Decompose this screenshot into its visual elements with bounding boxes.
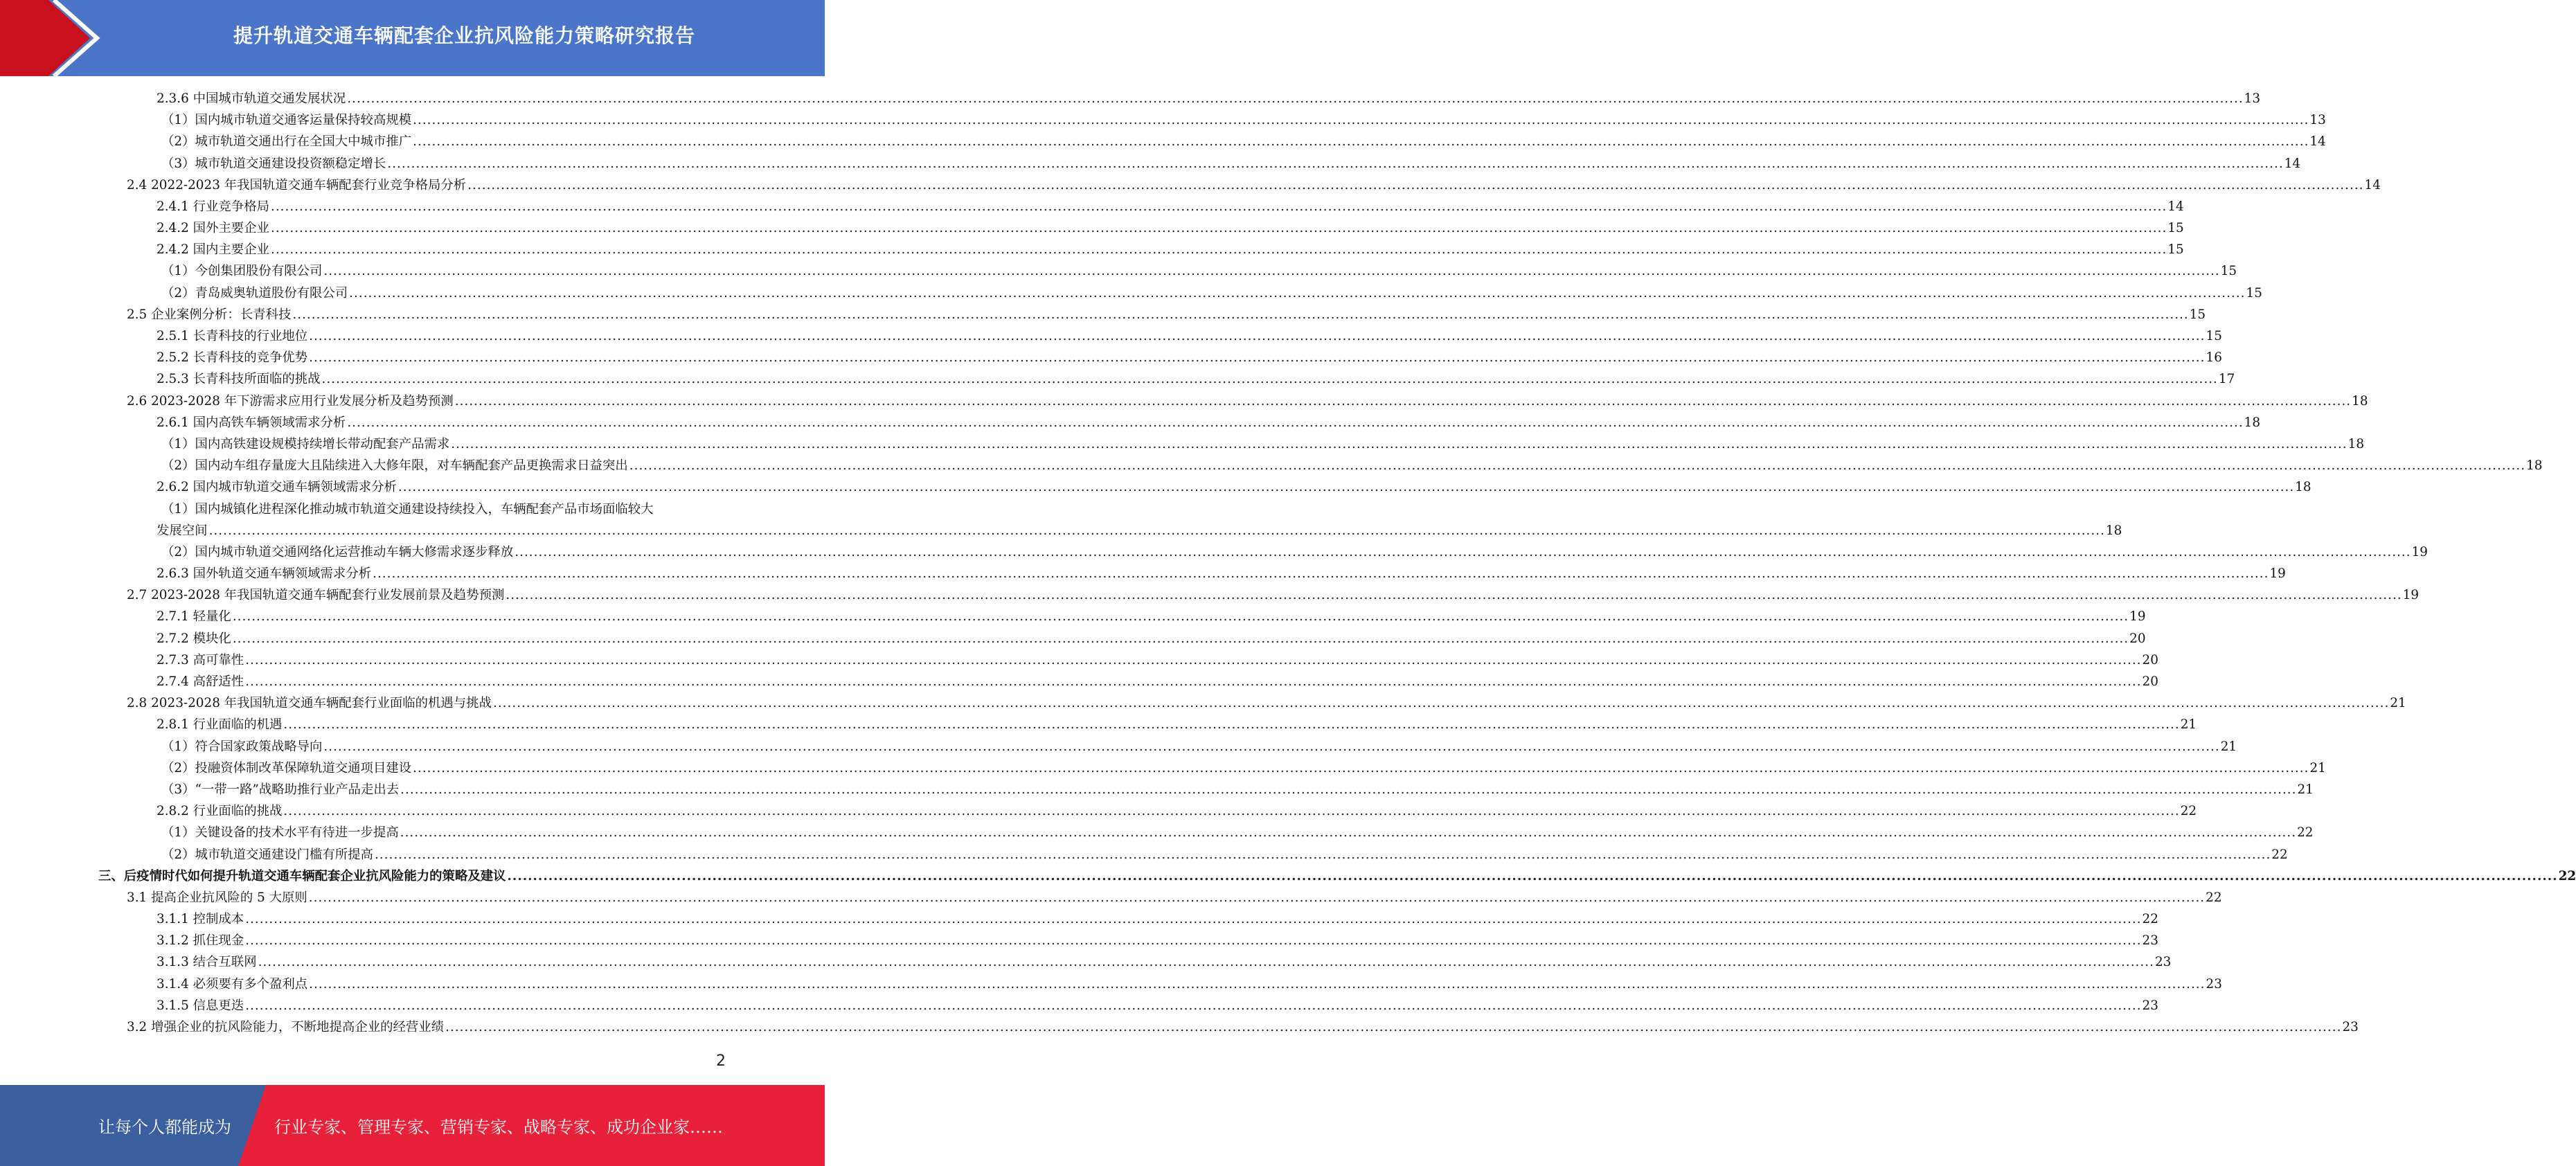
toc-entry[interactable]: [0, 628, 2146, 649]
toc-entry-page: 18: [2526, 458, 2543, 474]
toc-entry-page: 14: [2167, 199, 2184, 214]
toc-entry[interactable]: [0, 433, 2365, 455]
toc-entry-title: 三、后疫情时代如何提升轨道交通车辆配套企业抗风险能力的策略及建议: [98, 868, 506, 884]
toc-entry[interactable]: [0, 304, 2206, 325]
toc-entry-page: 21: [2220, 739, 2237, 754]
toc-entry-title: （3）城市轨道交通建设投资额稳定增长: [161, 156, 386, 171]
toc-dot-leader: ................................................................................................................................................................................................................................................................................................................................................................................................................: [270, 221, 2167, 236]
toc-entry[interactable]: [0, 131, 2326, 152]
toc-dot-leader: ................................................................................................................................................................................................................................................................................................................................................................................................................: [245, 912, 2142, 927]
toc-dot-leader: ................................................................................................................................................................................................................................................................................................................................................................................................................: [400, 825, 2297, 841]
toc-entry-page: 18: [2105, 523, 2122, 538]
toc-entry-title: （1）国内高铁建设规模持续增长带动配套产品需求: [161, 436, 450, 451]
toc-entry-page: 21: [2390, 696, 2406, 711]
toc-dot-leader: ................................................................................................................................................................................................................................................................................................................................................................................................................: [323, 739, 2220, 754]
toc-entry[interactable]: [0, 239, 2184, 260]
toc-entry[interactable]: [0, 499, 825, 520]
toc-entry[interactable]: [0, 995, 2158, 1016]
toc-dot-leader: ................................................................................................................................................................................................................................................................................................................................................................................................................: [629, 458, 2526, 474]
footer-slogan-right: 行业专家、管理专家、营销专家、战略专家、成功企业家……: [274, 1118, 723, 1137]
toc-entry[interactable]: [0, 391, 2368, 412]
toc-entry-title: 2.5.2 长青科技的竞争优势: [156, 350, 308, 366]
toc-entry-title: 2.8 2023-2028 年我国轨道交通车辆配套行业面临的机遇与挑战: [127, 696, 492, 711]
toc-entry-page: 18: [2352, 393, 2368, 409]
toc-entry-page: 22: [2558, 868, 2576, 884]
toc-entry[interactable]: [0, 930, 2158, 951]
toc-entry-title: 3.1.1 控制成本: [156, 912, 244, 927]
toc-entry[interactable]: [0, 476, 2311, 498]
toc-entry[interactable]: [0, 520, 2122, 541]
toc-entry-page: 22: [2206, 890, 2222, 905]
toc-entry[interactable]: [0, 844, 2288, 865]
toc-entry-title: （1）关键设备的技术水平有待进一步提高: [161, 825, 399, 841]
toc-entry[interactable]: [0, 153, 2301, 174]
toc-entry-page: 23: [2206, 976, 2222, 992]
toc-entry-page: 23: [2142, 998, 2158, 1013]
toc-entry-title: （1）符合国家政策战略导向: [161, 739, 323, 754]
toc-dot-leader: ................................................................................................................................................................................................................................................................................................................................................................................................................: [245, 933, 2142, 949]
toc-entry-title: （3）“一带一路”战略助推行业产品走出去: [161, 782, 400, 797]
toc-entry[interactable]: [0, 88, 2261, 109]
toc-entry-page: 19: [2269, 566, 2286, 582]
toc-entry-page: 15: [2206, 329, 2222, 344]
toc-entry-page: 18: [2347, 436, 2365, 451]
toc-dot-leader: ................................................................................................................................................................................................................................................................................................................................................................................................................: [232, 609, 2129, 625]
page-number: 2: [716, 1052, 726, 1070]
toc-entry-title: （2）青岛威奥轨道股份有限公司: [161, 285, 348, 301]
page-header: [0, 0, 825, 76]
toc-entry-title: 2.7.3 高可靠性: [156, 652, 244, 667]
toc-entry-title: 2.4.2 国内主要企业: [156, 242, 269, 258]
toc-entry[interactable]: [0, 779, 2314, 800]
toc-entry-title: （1）国内城镇化进程深化推动城市轨道交通建设持续投入，车辆配套产品市场面临较大: [161, 501, 654, 517]
toc-entry-title: （2）国内城市轨道交通网络化运营推动车辆大修需求逐步释放: [161, 544, 514, 559]
toc-dot-leader: ................................................................................................................................................................................................................................................................................................................................................................................................................: [515, 544, 2411, 559]
toc-entry-title: 2.7 2023-2028 年我国轨道交通车辆配套行业发展前景及趋势预测: [127, 588, 505, 603]
toc-entry[interactable]: [0, 196, 2184, 217]
toc-entry-page: 23: [2154, 955, 2172, 970]
toc-dot-leader: ................................................................................................................................................................................................................................................................................................................................................................................................................: [445, 1020, 2342, 1035]
toc-entry[interactable]: [0, 974, 2222, 995]
toc-entry-page: 14: [2309, 134, 2326, 150]
toc-entry[interactable]: [0, 952, 2172, 974]
toc-dot-leader: ................................................................................................................................................................................................................................................................................................................................................................................................................: [270, 199, 2167, 214]
toc-entry-title: 2.5.1 长青科技的行业地位: [156, 329, 308, 344]
toc-entry-title: 3.1 提高企业抗风险的 5 大原则: [127, 890, 307, 905]
toc-entry-title: （1）今创集团股份有限公司: [161, 264, 323, 279]
toc-dot-leader: ................................................................................................................................................................................................................................................................................................................................................................................................................: [506, 588, 2402, 603]
toc-dot-leader: ................................................................................................................................................................................................................................................................................................................................................................................................................: [400, 782, 2297, 797]
toc-entry-page: 15: [2220, 264, 2237, 279]
toc-entry[interactable]: [0, 671, 2158, 692]
toc-entry-title: 3.1.3 结合互联网: [156, 955, 257, 970]
toc-entry-page: 23: [2142, 933, 2158, 949]
toc-entry-page: 22: [2142, 912, 2158, 927]
toc-entry-title: 3.1.5 信息更迭: [156, 998, 244, 1013]
toc-entry-page: 21: [2180, 717, 2197, 733]
toc-dot-leader: ................................................................................................................................................................................................................................................................................................................................................................................................................: [309, 976, 2206, 992]
toc-entry[interactable]: [0, 563, 2286, 584]
toc-entry-page: 20: [2129, 631, 2146, 646]
toc-entry-page: 22: [2297, 825, 2314, 841]
toc-entry-page: 19: [2411, 544, 2428, 559]
toc-dot-leader: ................................................................................................................................................................................................................................................................................................................................................................................................................: [507, 868, 2558, 884]
toc-entry-page: 20: [2142, 674, 2158, 690]
toc-entry-page: 14: [2364, 177, 2381, 192]
toc-entry-title: 2.7.1 轻量化: [156, 609, 231, 625]
toc-dot-leader: ................................................................................................................................................................................................................................................................................................................................................................................................................: [283, 717, 2180, 733]
toc-entry[interactable]: [0, 649, 2158, 671]
toc-entry-title: （1）国内城市轨道交通客运量保持较高规模: [161, 113, 412, 128]
toc-entry-page: 14: [2284, 156, 2301, 171]
report-title: 提升轨道交通车辆配套企业抗风险能力策略研究报告: [233, 24, 695, 47]
toc-entry[interactable]: [0, 800, 2197, 822]
toc-dot-leader: ................................................................................................................................................................................................................................................................................................................................................................................................................: [258, 955, 2154, 970]
toc-entry-page: 15: [2167, 242, 2184, 258]
toc-entry-page: 22: [2180, 804, 2197, 819]
toc-entry[interactable]: [0, 455, 2543, 476]
toc-entry-title: （2）城市轨道交通出行在全国大中城市推广: [161, 134, 412, 150]
toc-entry[interactable]: [0, 261, 2237, 282]
toc-entry-title: 2.6.2 国内城市轨道交通车辆领域需求分析: [156, 480, 397, 495]
toc-dot-leader: ................................................................................................................................................................................................................................................................................................................................................................................................................: [245, 652, 2142, 667]
toc-dot-leader: ................................................................................................................................................................................................................................................................................................................................................................................................................: [413, 134, 2309, 150]
toc-dot-leader: ................................................................................................................................................................................................................................................................................................................................................................................................................: [347, 91, 2244, 106]
toc-entry-page: 21: [2309, 760, 2326, 775]
toc-entry-title: 2.7.2 模块化: [156, 631, 231, 646]
toc-entry[interactable]: [0, 822, 2314, 843]
toc-entry-title: 2.4.1 行业竞争格局: [156, 199, 269, 214]
toc-entry-page: 21: [2297, 782, 2314, 797]
toc-dot-leader: ................................................................................................................................................................................................................................................................................................................................................................................................................: [451, 436, 2347, 451]
toc-entry-title: （2）国内动车组存量庞大且陆续进入大修年限，对车辆配套产品更换需求日益突出: [161, 458, 628, 474]
toc-entry-title: 3.1.4 必须要有多个盈利点: [156, 976, 308, 992]
toc-entry[interactable]: [0, 908, 2158, 930]
toc-dot-leader: ................................................................................................................................................................................................................................................................................................................................................................................................................: [454, 393, 2352, 409]
toc-entry[interactable]: [0, 736, 2237, 757]
toc-dot-leader: ................................................................................................................................................................................................................................................................................................................................................................................................................: [308, 890, 2206, 905]
header-arrow-decoration: [0, 0, 104, 76]
toc-dot-leader: ................................................................................................................................................................................................................................................................................................................................................................................................................: [232, 631, 2129, 646]
toc-dot-leader: ................................................................................................................................................................................................................................................................................................................................................................................................................: [492, 696, 2390, 711]
toc-entry[interactable]: [0, 607, 2146, 628]
toc-entry[interactable]: [0, 347, 2222, 368]
footer-slogan-left: 让每个人都能成为: [98, 1118, 231, 1137]
toc-entry[interactable]: [0, 865, 2576, 887]
table-of-contents: [0, 88, 2576, 1038]
toc-entry[interactable]: [0, 109, 2326, 131]
toc-entry-title: 2.5 企业案例分析：长青科技: [127, 307, 292, 322]
toc-entry[interactable]: [0, 174, 2381, 196]
toc-entry[interactable]: [0, 282, 2262, 304]
toc-dot-leader: ................................................................................................................................................................................................................................................................................................................................................................................................................: [413, 113, 2309, 128]
toc-dot-leader: ................................................................................................................................................................................................................................................................................................................................................................................................................: [245, 998, 2142, 1013]
toc-entry-title: 2.5.3 长青科技所面临的挑战: [156, 372, 321, 387]
toc-entry[interactable]: [0, 887, 2222, 908]
toc-entry[interactable]: [0, 1016, 2359, 1038]
toc-dot-leader: ................................................................................................................................................................................................................................................................................................................................................................................................................: [373, 566, 2269, 582]
toc-dot-leader: ................................................................................................................................................................................................................................................................................................................................................................................................................: [292, 307, 2189, 322]
toc-entry-title: 2.8.2 行业面临的挑战: [156, 804, 283, 819]
toc-entry-page: 13: [2244, 91, 2261, 106]
toc-entry-page: 22: [2271, 847, 2288, 862]
toc-dot-leader: ................................................................................................................................................................................................................................................................................................................................................................................................................: [323, 264, 2220, 279]
toc-entry-page: 15: [2189, 307, 2206, 322]
toc-entry-page: 15: [2167, 221, 2184, 236]
toc-entry-page: 17: [2218, 372, 2235, 387]
toc-entry-title: 3.2 增强企业的抗风险能力，不断地提高企业的经营业绩: [127, 1020, 445, 1035]
toc-entry-page: 18: [2244, 415, 2261, 430]
toc-entry[interactable]: [0, 714, 2197, 735]
toc-dot-leader: ................................................................................................................................................................................................................................................................................................................................................................................................................: [374, 847, 2271, 862]
toc-entry-page: 20: [2142, 652, 2158, 667]
toc-entry[interactable]: [0, 217, 2184, 239]
toc-entry[interactable]: [0, 692, 2406, 714]
toc-entry-page: 13: [2309, 113, 2326, 128]
toc-entry[interactable]: [0, 541, 2428, 563]
toc-dot-leader: ................................................................................................................................................................................................................................................................................................................................................................................................................: [270, 242, 2167, 258]
toc-dot-leader: ................................................................................................................................................................................................................................................................................................................................................................................................................: [309, 329, 2206, 344]
toc-entry-title: （2）投融资体制改革保障轨道交通项目建设: [161, 760, 412, 775]
page-footer: [0, 1085, 825, 1166]
toc-entry-page: 19: [2402, 588, 2420, 603]
toc-entry-title: 2.3.6 中国城市轨道交通发展状况: [156, 91, 346, 106]
toc-dot-leader: ................................................................................................................................................................................................................................................................................................................................................................................................................: [387, 156, 2284, 171]
toc-dot-leader: ................................................................................................................................................................................................................................................................................................................................................................................................................: [321, 372, 2218, 387]
toc-dot-leader: ................................................................................................................................................................................................................................................................................................................................................................................................................: [309, 350, 2206, 366]
toc-entry[interactable]: [0, 584, 2420, 606]
toc-entry-title: 3.1.2 抓住现金: [156, 933, 244, 949]
toc-dot-leader: ................................................................................................................................................................................................................................................................................................................................................................................................................: [413, 760, 2309, 775]
toc-entry[interactable]: [0, 412, 2261, 433]
toc-dot-leader: ................................................................................................................................................................................................................................................................................................................................................................................................................: [467, 177, 2364, 192]
toc-dot-leader: ................................................................................................................................................................................................................................................................................................................................................................................................................: [349, 285, 2246, 301]
toc-dot-leader: ................................................................................................................................................................................................................................................................................................................................................................................................................: [397, 480, 2295, 495]
toc-entry[interactable]: [0, 757, 2326, 779]
toc-entry-page: 19: [2129, 609, 2146, 625]
toc-entry-title: 2.8.1 行业面临的机遇: [156, 717, 283, 733]
toc-entry-title: 2.4.2 国外主要企业: [156, 221, 269, 236]
toc-dot-leader: ................................................................................................................................................................................................................................................................................................................................................................................................................: [283, 804, 2180, 819]
toc-dot-leader: ................................................................................................................................................................................................................................................................................................................................................................................................................: [208, 523, 2105, 538]
toc-entry-title: 2.6.1 国内高铁车辆领域需求分析: [156, 415, 346, 430]
toc-entry-page: 23: [2342, 1020, 2359, 1035]
toc-entry[interactable]: [0, 368, 2235, 390]
toc-entry-title: 2.6 2023-2028 年下游需求应用行业发展分析及趋势预测: [127, 393, 454, 409]
toc-entry-title: 发展空间: [156, 523, 208, 538]
toc-dot-leader: ................................................................................................................................................................................................................................................................................................................................................................................................................: [245, 674, 2142, 690]
toc-entry-title: 2.6.3 国外轨道交通车辆领域需求分析: [156, 566, 372, 582]
toc-entry[interactable]: [0, 325, 2222, 347]
toc-dot-leader: ................................................................................................................................................................................................................................................................................................................................................................................................................: [347, 415, 2244, 430]
toc-entry-title: 2.4 2022-2023 年我国轨道交通车辆配套行业竞争格局分析: [127, 177, 467, 192]
toc-entry-page: 16: [2206, 350, 2222, 366]
toc-entry-title: （2）城市轨道交通建设门槛有所提高: [161, 847, 373, 862]
toc-entry-page: 15: [2246, 285, 2262, 301]
toc-entry-title: 2.7.4 高舒适性: [156, 674, 244, 690]
toc-entry-page: 18: [2295, 480, 2311, 495]
